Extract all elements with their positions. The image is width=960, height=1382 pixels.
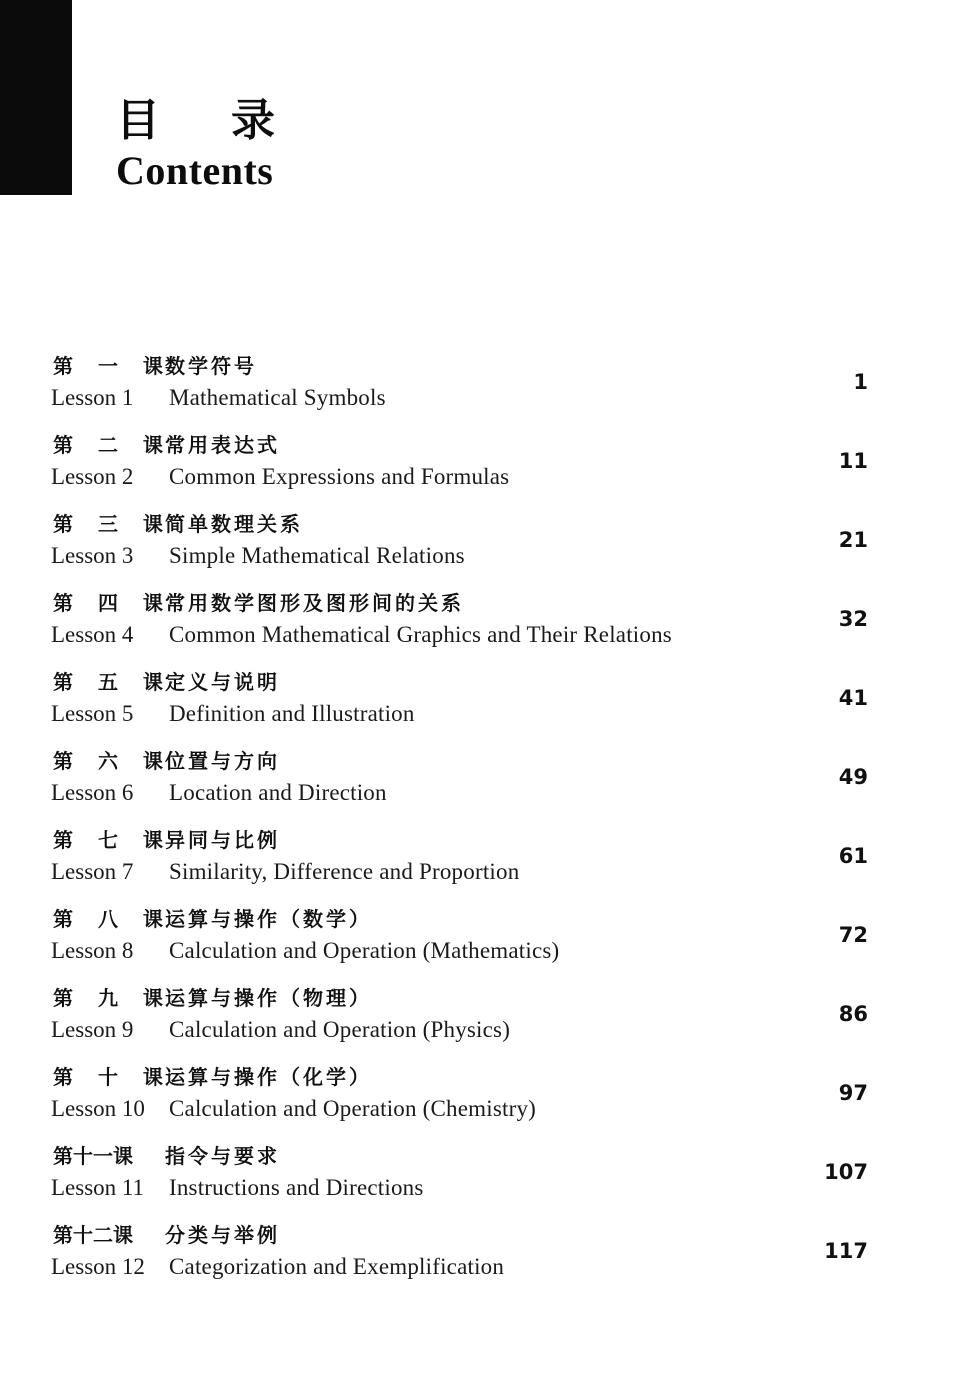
toc-entry[interactable] bbox=[0, 1142, 960, 1221]
toc-entry[interactable] bbox=[0, 352, 960, 431]
lesson-title-english: Calculation and Operation (Mathematics) bbox=[169, 938, 560, 963]
page-header bbox=[0, 0, 960, 210]
toc-page-number: 72 bbox=[838, 923, 868, 947]
lesson-title-english: Location and Direction bbox=[169, 780, 387, 805]
page-title-chinese: 目 录 bbox=[116, 96, 305, 145]
table-of-contents-list bbox=[0, 352, 960, 1300]
lesson-number-english: Lesson 7 bbox=[51, 859, 134, 884]
lesson-number-english: Lesson 8 bbox=[51, 938, 134, 963]
lesson-number-chinese: 第 四 课 bbox=[53, 591, 172, 615]
page-title-english: Contents bbox=[116, 148, 274, 193]
toc-page-number: 86 bbox=[838, 1002, 868, 1026]
toc-page-number: 1 bbox=[853, 370, 868, 394]
lesson-number-chinese: 第 七 课 bbox=[53, 828, 172, 852]
toc-entry-chinese-line bbox=[53, 431, 280, 461]
lesson-title-english: Calculation and Operation (Chemistry) bbox=[169, 1096, 536, 1121]
toc-entry-english-line bbox=[51, 1252, 504, 1282]
toc-entry-english-line bbox=[51, 620, 672, 650]
lesson-title-english: Simple Mathematical Relations bbox=[169, 543, 465, 568]
lesson-title-chinese: 运算与操作（物理） bbox=[165, 986, 372, 1010]
toc-entry[interactable] bbox=[0, 668, 960, 747]
toc-entry-chinese-line bbox=[53, 510, 303, 540]
lesson-number-chinese: 第 五 课 bbox=[53, 670, 172, 694]
lesson-number-chinese: 第 二 课 bbox=[53, 433, 172, 457]
toc-entry[interactable] bbox=[0, 1063, 960, 1142]
lesson-number-english: Lesson 2 bbox=[51, 464, 134, 489]
toc-entry-english-line bbox=[51, 383, 386, 413]
toc-entry-english-line bbox=[51, 1015, 510, 1045]
lesson-title-chinese: 数学符号 bbox=[165, 354, 257, 378]
lesson-number-english: Lesson 5 bbox=[51, 701, 134, 726]
toc-entry-chinese-line bbox=[53, 668, 280, 698]
toc-entry-chinese-line bbox=[53, 1063, 372, 1093]
lesson-title-chinese: 运算与操作（数学） bbox=[165, 907, 372, 931]
toc-page-number: 107 bbox=[824, 1160, 868, 1184]
toc-page-number: 32 bbox=[838, 607, 868, 631]
toc-page-number: 117 bbox=[824, 1239, 868, 1263]
toc-page-number: 97 bbox=[838, 1081, 868, 1105]
toc-entry[interactable] bbox=[0, 905, 960, 984]
toc-page-number: 61 bbox=[838, 844, 868, 868]
toc-entry-english-line bbox=[51, 778, 387, 808]
lesson-number-chinese: 第 一 课 bbox=[53, 354, 172, 378]
toc-entry-english-line bbox=[51, 1094, 536, 1124]
lesson-title-chinese: 定义与说明 bbox=[165, 670, 280, 694]
lesson-title-english: Common Mathematical Graphics and Their Relations bbox=[169, 622, 672, 647]
toc-page-number: 11 bbox=[838, 449, 868, 473]
lesson-number-english: Lesson 3 bbox=[51, 543, 134, 568]
lesson-title-english: Instructions and Directions bbox=[169, 1175, 424, 1200]
toc-entry-english-line bbox=[51, 699, 415, 729]
lesson-number-chinese: 第 六 课 bbox=[53, 749, 172, 773]
toc-entry-english-line bbox=[51, 1173, 424, 1203]
toc-entry-english-line bbox=[51, 857, 519, 887]
toc-entry-chinese-line bbox=[53, 589, 464, 619]
lesson-number-chinese: 第 八 课 bbox=[53, 907, 172, 931]
toc-entry[interactable] bbox=[0, 747, 960, 826]
toc-entry-english-line bbox=[51, 541, 465, 571]
toc-entry[interactable] bbox=[0, 984, 960, 1063]
toc-entry-chinese-line bbox=[53, 984, 372, 1014]
toc-page-number: 49 bbox=[838, 765, 868, 789]
lesson-number-chinese: 第十一课 bbox=[53, 1144, 133, 1168]
toc-entry[interactable] bbox=[0, 826, 960, 905]
toc-page-number: 21 bbox=[838, 528, 868, 552]
lesson-title-chinese: 简单数理关系 bbox=[165, 512, 303, 536]
lesson-title-chinese: 运算与操作（化学） bbox=[165, 1065, 372, 1089]
lesson-number-chinese: 第十二课 bbox=[53, 1223, 133, 1247]
lesson-title-english: Mathematical Symbols bbox=[169, 385, 386, 410]
lesson-title-english: Definition and Illustration bbox=[169, 701, 415, 726]
lesson-title-english: Calculation and Operation (Physics) bbox=[169, 1017, 511, 1042]
lesson-number-english: Lesson 9 bbox=[51, 1017, 134, 1042]
lesson-title-english: Categorization and Exemplification bbox=[169, 1254, 505, 1279]
toc-entry-chinese-line bbox=[53, 1221, 280, 1251]
lesson-title-chinese: 异同与比例 bbox=[165, 828, 280, 852]
toc-entry[interactable] bbox=[0, 589, 960, 668]
toc-entry[interactable] bbox=[0, 1221, 960, 1300]
lesson-title-chinese: 分类与举例 bbox=[165, 1223, 280, 1247]
lesson-title-english: Similarity, Difference and Proportion bbox=[169, 859, 520, 884]
lesson-number-chinese: 第 三 课 bbox=[53, 512, 172, 536]
toc-entry-english-line bbox=[51, 936, 559, 966]
lesson-number-english: Lesson 6 bbox=[51, 780, 134, 805]
toc-entry-chinese-line bbox=[53, 826, 280, 856]
toc-entry[interactable] bbox=[0, 431, 960, 510]
toc-entry-chinese-line bbox=[53, 747, 280, 777]
toc-entry[interactable] bbox=[0, 510, 960, 589]
lesson-title-chinese: 指令与要求 bbox=[165, 1144, 280, 1168]
toc-entry-chinese-line bbox=[53, 905, 372, 935]
toc-entry-chinese-line bbox=[53, 1142, 280, 1172]
lesson-number-english: Lesson 1 bbox=[51, 385, 134, 410]
toc-entry-chinese-line bbox=[53, 352, 257, 382]
lesson-title-chinese: 位置与方向 bbox=[165, 749, 280, 773]
toc-page-number: 41 bbox=[838, 686, 868, 710]
lesson-number-chinese: 第 九 课 bbox=[53, 986, 172, 1010]
lesson-number-english: Lesson 4 bbox=[51, 622, 134, 647]
toc-entry-english-line bbox=[51, 462, 509, 492]
lesson-title-english: Common Expressions and Formulas bbox=[169, 464, 510, 489]
page-title-group bbox=[116, 96, 616, 194]
lesson-number-english: Lesson 10 bbox=[51, 1096, 145, 1121]
decorative-black-bar bbox=[0, 0, 72, 195]
lesson-number-english: Lesson 11 bbox=[51, 1175, 145, 1200]
lesson-title-chinese: 常用数学图形及图形间的关系 bbox=[165, 591, 464, 615]
lesson-title-chinese: 常用表达式 bbox=[165, 433, 280, 457]
lesson-number-chinese: 第 十 课 bbox=[53, 1065, 172, 1089]
lesson-number-english: Lesson 12 bbox=[51, 1254, 145, 1279]
